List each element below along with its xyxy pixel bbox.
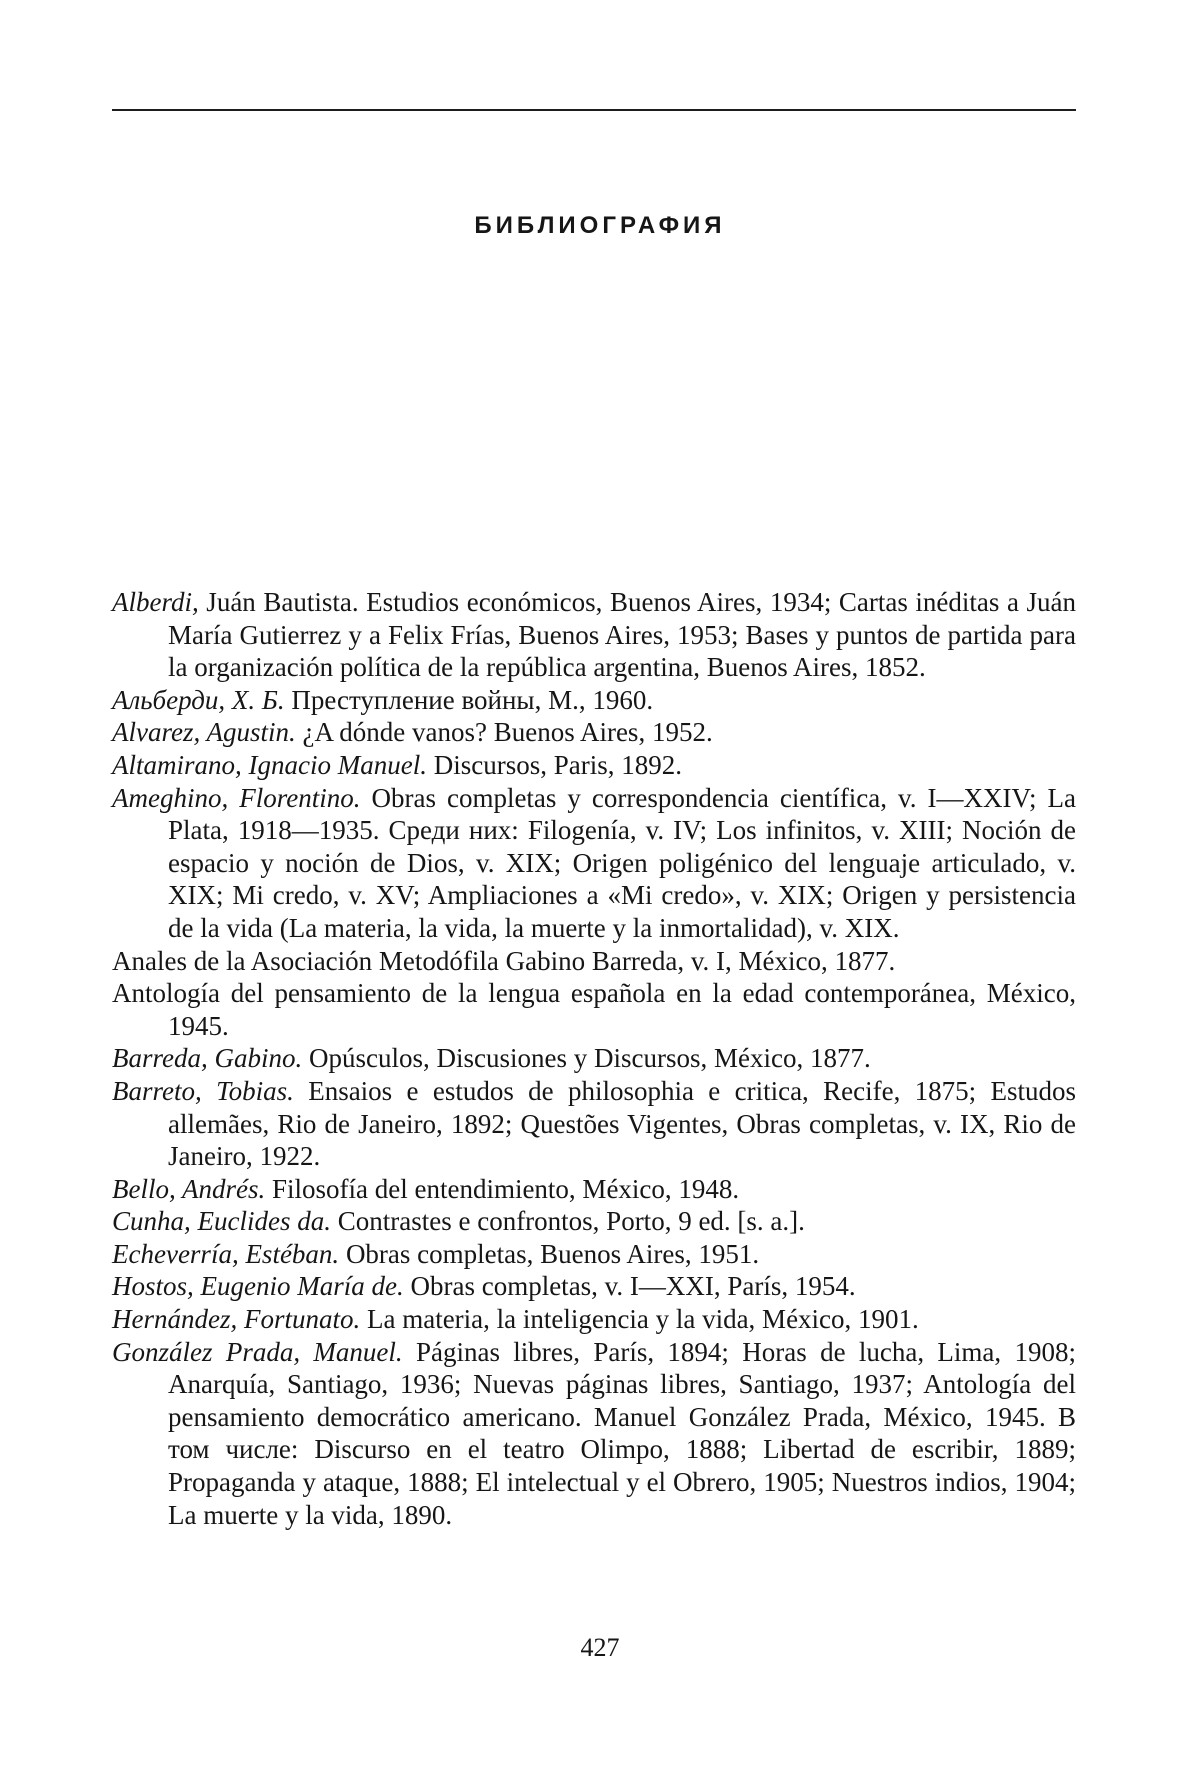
bibliography-entry (112, 716, 1076, 749)
bibliography-entry (112, 1303, 1076, 1336)
entry-author: Bello, Andrés. (112, 1173, 266, 1204)
bibliography-entry (112, 1205, 1076, 1238)
entry-author: Barreto, Tobias. (112, 1075, 294, 1106)
page-number: 427 (580, 1633, 620, 1662)
entry-text: Discursos, Paris, 1892. (426, 749, 682, 780)
entry-author: Altamirano, Ignacio Manuel. (112, 749, 427, 780)
entry-author: González Prada, Manuel. (112, 1336, 403, 1367)
entry-text: Obras completas, Buenos Aires, 1951. (339, 1238, 760, 1269)
entry-author: Alberdi, (112, 587, 199, 617)
entry-text: La materia, la inteligencia y la vida, México, 1901. (360, 1304, 919, 1335)
bibliography-entry (112, 684, 1076, 717)
entry-text: Преступление войны, М., 1960. (284, 684, 654, 715)
page-title: БИБЛИОГРАФИЯ (474, 212, 726, 240)
bibliography-entry (112, 1270, 1076, 1303)
entry-text: Ensaios e estudos de philosophia e critica, Recife, 1875; Estudos allemães, Rio de Janeiro, 1892; Questões Vigentes, Obras completas, v. IX, Rio de Janeiro, 1922. (168, 1075, 1076, 1172)
entry-author: Альберди, Х. Б. (112, 684, 285, 715)
entry-text: Anales de la Asociación Metodófila Gabino Barreda, v. I, México, 1877. (112, 945, 896, 976)
bibliography-entry (112, 977, 1076, 1042)
entry-author: Barreda, Gabino. (112, 1043, 303, 1074)
entry-text: Obras completas y correspondencia científica, v. I—XXIV; La Plata, 1918—1935. Среди них: Filogenía, v. IV; Los infinitos, v. XIII; Noción de espacio y noción de Dios, v. XIX; Origen poligénico del lenguaje articulado, v. XIX; Mi credo, v. XV; Ampliaciones a «Mi credo», v. XIX; Origen y persistencia de la vida (La materia, la vida, la muerte y la inmortalidad), v. XIX. (168, 782, 1076, 943)
bibliography-entry (112, 1336, 1076, 1532)
entry-text: Filosofía del entendimiento, México, 1948. (265, 1173, 740, 1204)
entry-author: Alvarez, Agustin. (112, 717, 296, 748)
entry-text: Antología del pensamiento de la lengua española en la edad contemporánea, México, 1945. (112, 978, 1076, 1041)
bibliography-entry (112, 1042, 1076, 1075)
entry-author: Cunha, Euclides da. (112, 1206, 331, 1237)
entry-author: Echeverría, Estéban. (112, 1238, 340, 1269)
bibliography-entry (112, 1075, 1076, 1173)
bibliography-entry (112, 945, 1076, 978)
bibliography-list (112, 586, 1076, 1531)
entry-author: Hostos, Eugenio María de. (112, 1271, 404, 1302)
entry-text: Opúsculos, Discusiones y Discursos, México, 1877. (302, 1043, 871, 1074)
entry-author: Ameghino, Florentino. (112, 782, 361, 813)
entry-text: Juán Bautista. Estudios económicos, Buenos Aires, 1934; Cartas inéditas a Juán María Gutierrez y a Felix Frías, Buenos Aires, 1953; Bases y puntos de partida para la organización política de la república argentina, Buenos Aires, 1852. (168, 587, 1076, 683)
bibliography-entry (112, 1238, 1076, 1271)
entry-text: ¿A dónde vanos? Buenos Aires, 1952. (295, 717, 713, 748)
entry-text: Páginas libres, París, 1894; Horas de lucha, Lima, 1908; Anarquía, Santiago, 1936; Nuevas páginas libres, Santiago, 1937; Antología del pensamiento democrático americano. Manuel González Prada, México, 1945. В том числе: Discurso en el teatro Olimpo, 1888; Libertad de escribir, 1889; Propaganda y ataque, 1888; El intelectual y el Obrero, 1905; Nuestros indios, 1904; La muerte y la vida, 1890. (168, 1336, 1076, 1530)
entry-text: Obras completas, v. I—XXI, París, 1954. (403, 1271, 856, 1302)
bibliography-entry (112, 1173, 1076, 1206)
entry-text: Contrastes e confrontos, Porto, 9 ed. [s. a.]. (330, 1206, 805, 1237)
bibliography-entry (112, 586, 1076, 684)
bibliography-entry (112, 782, 1076, 945)
entry-author: Hernández, Fortunato. (112, 1304, 361, 1335)
bibliography-entry (112, 749, 1076, 782)
top-rule (112, 109, 1076, 111)
